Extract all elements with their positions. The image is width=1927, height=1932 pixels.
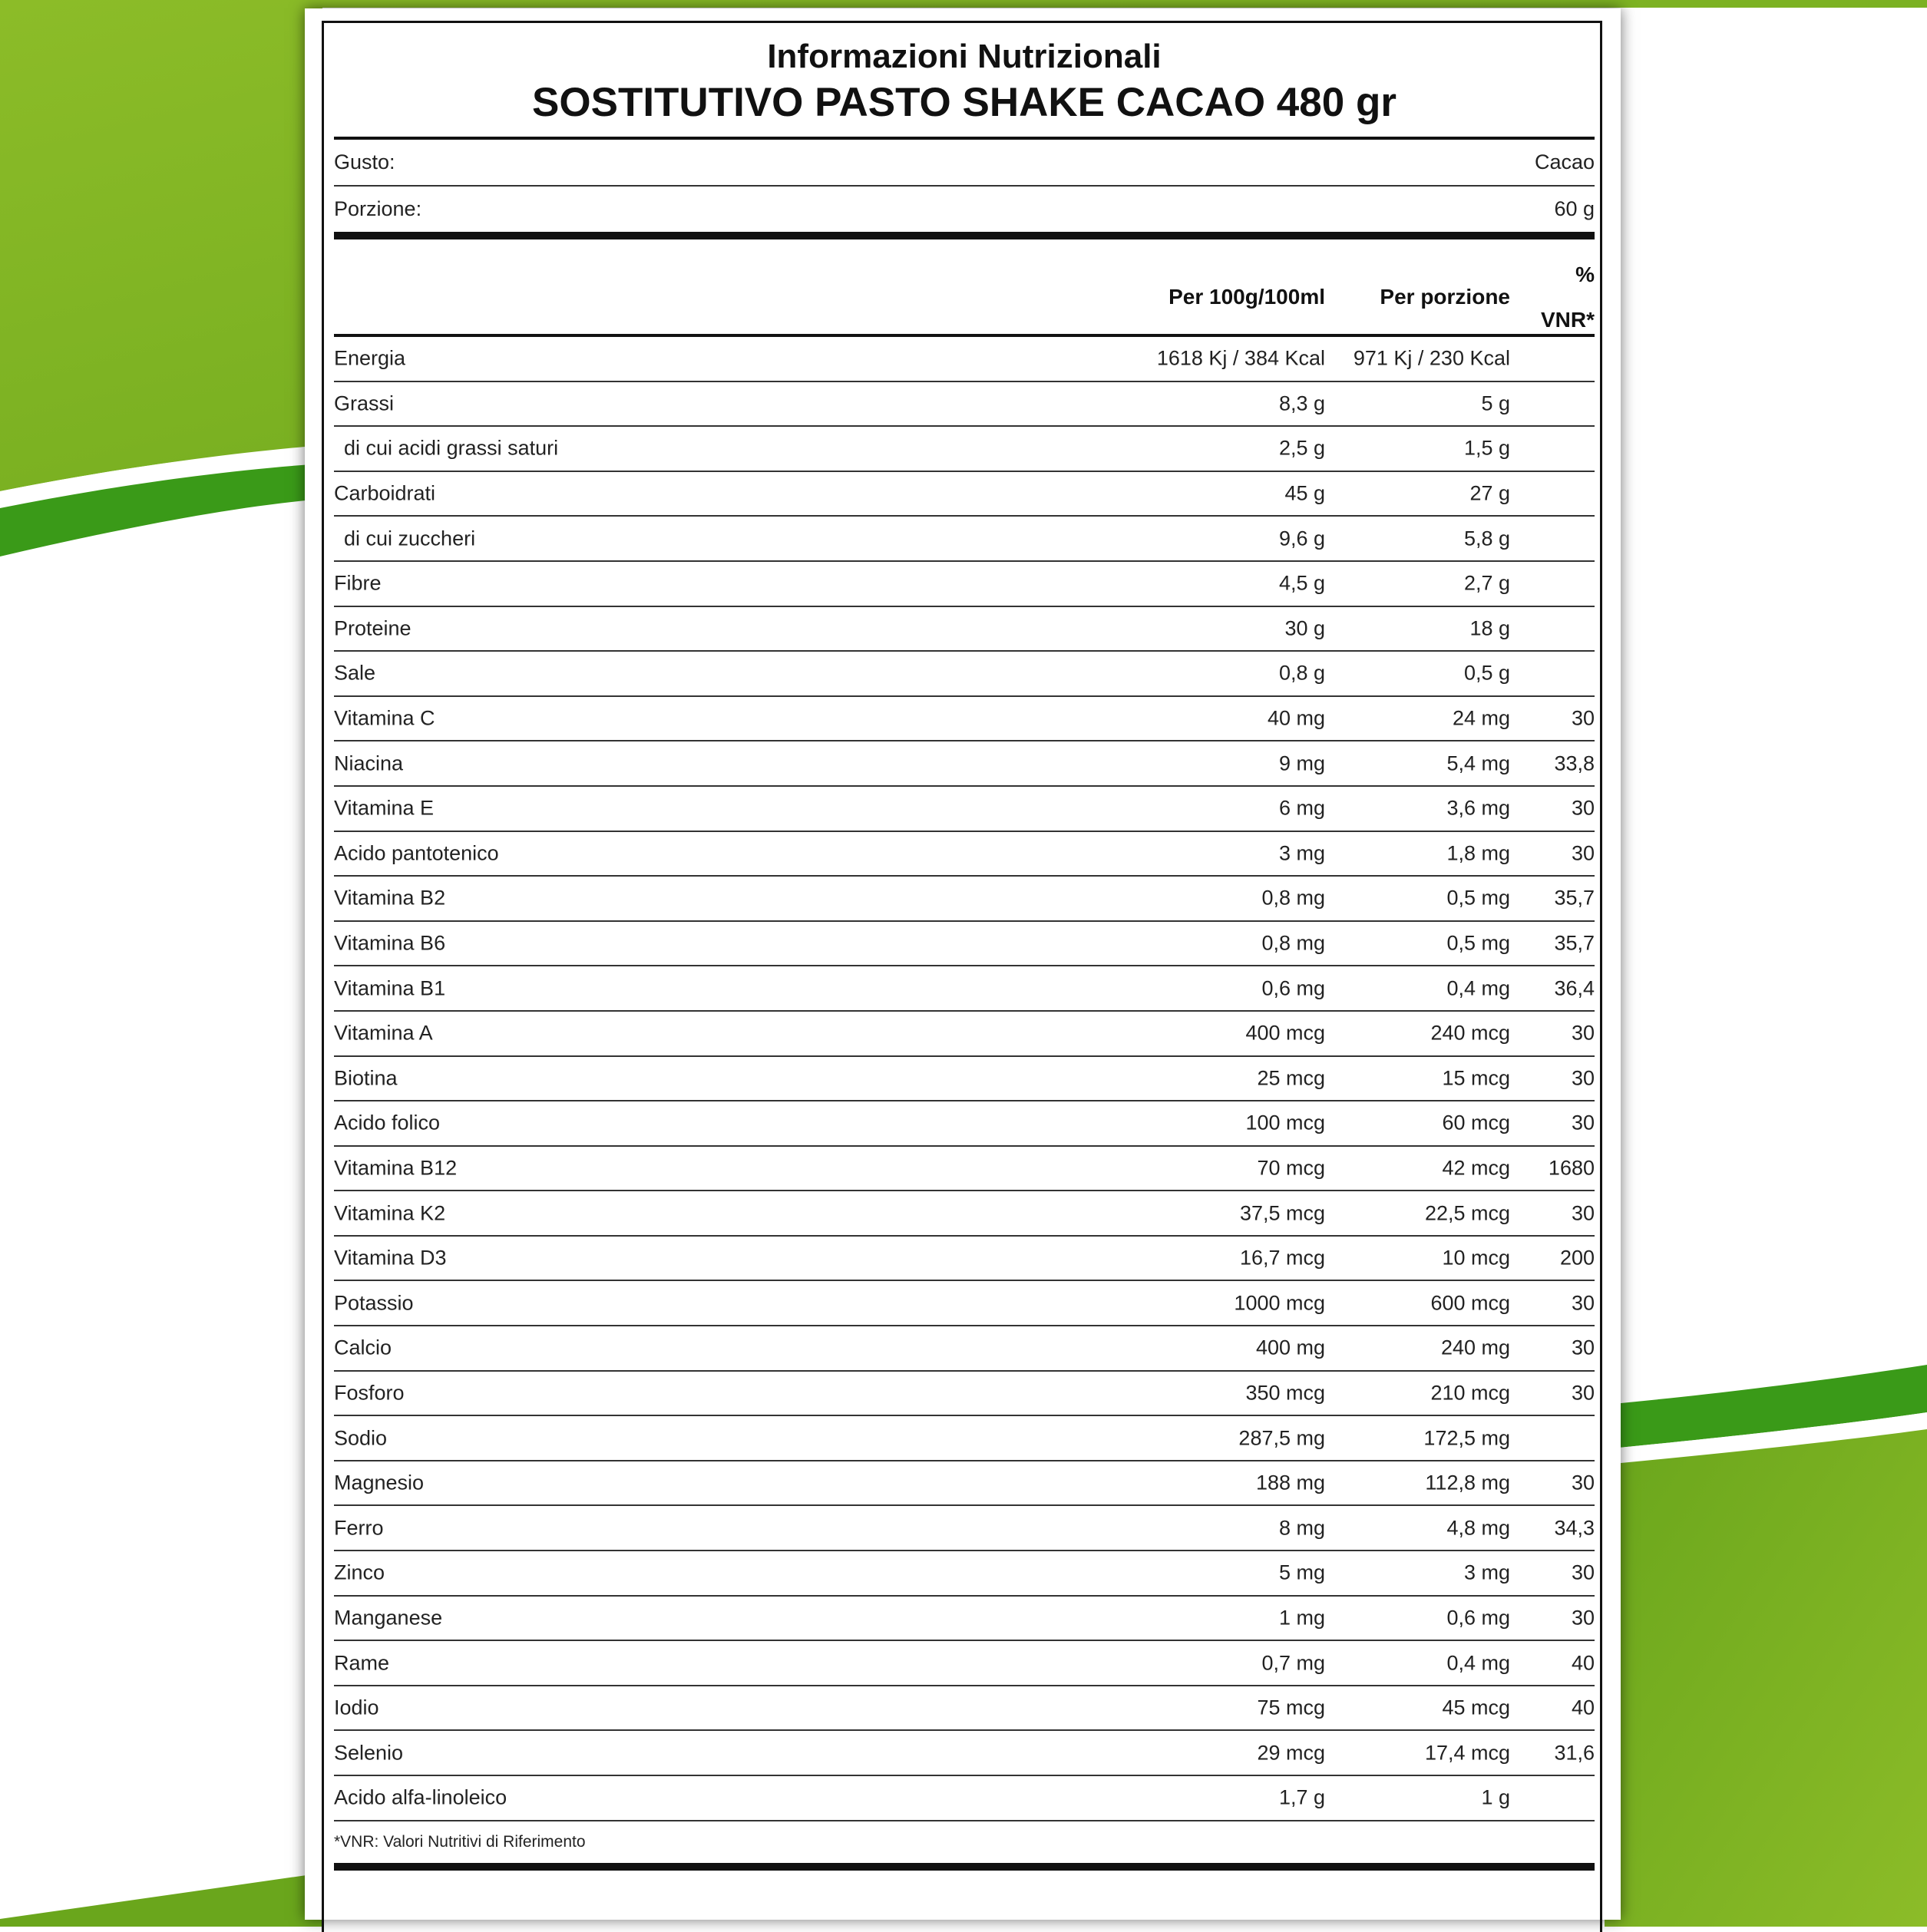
value-vnr: 30	[1571, 841, 1595, 865]
value-per-portion: 4,8 mg	[1446, 1516, 1510, 1540]
nutrient-name: di cui zuccheri	[344, 527, 476, 550]
value-per-100: 0,8 mg	[1261, 886, 1325, 910]
value-per-portion: 60 mcg	[1442, 1111, 1510, 1134]
value-vnr: 30	[1571, 796, 1595, 820]
table-row	[334, 1551, 1595, 1597]
label-heading	[334, 37, 1595, 127]
value-vnr: 35,7	[1554, 886, 1595, 910]
value-per-100: 37,5 mcg	[1239, 1201, 1325, 1225]
value-vnr: 30	[1571, 1021, 1595, 1045]
table-row	[334, 517, 1595, 562]
table-row	[334, 562, 1595, 607]
table-row	[334, 1641, 1595, 1686]
nutrition-label-frame	[322, 21, 1602, 1932]
value-vnr: 40	[1571, 1696, 1595, 1719]
table-row	[334, 787, 1595, 832]
nutrient-name: Acido pantotenico	[334, 841, 499, 865]
value-per-100: 0,6 mg	[1261, 976, 1325, 1000]
value-per-portion: 0,6 mg	[1446, 1606, 1510, 1630]
nutrient-name: Sodio	[334, 1426, 388, 1450]
value-per-100: 100 mcg	[1245, 1111, 1325, 1134]
column-header-per-100: Per 100g/100ml	[1168, 285, 1325, 309]
value-per-100: 0,7 mg	[1261, 1651, 1325, 1675]
table-row	[334, 1597, 1595, 1642]
table-row	[334, 1686, 1595, 1732]
value-per-100: 6 mg	[1278, 796, 1325, 820]
value-vnr: 36,4	[1554, 976, 1595, 1000]
value-per-100: 287,5 mg	[1238, 1426, 1325, 1450]
product-title: SOSTITUTIVO PASTO SHAKE CACAO 480 gr	[532, 80, 1396, 125]
value-vnr: 30	[1571, 1066, 1595, 1090]
value-per-portion: 5 g	[1481, 391, 1510, 415]
column-header-vnr: VNR*	[1540, 308, 1595, 332]
value-per-portion: 1 g	[1481, 1785, 1510, 1809]
value-per-portion: 0,5 mg	[1446, 931, 1510, 955]
nutrient-table	[334, 337, 1595, 1821]
nutrient-name: Rame	[334, 1651, 390, 1675]
nutrient-name: Vitamina A	[334, 1021, 433, 1045]
table-row	[334, 1191, 1595, 1237]
table-row	[334, 1101, 1595, 1147]
table-row	[334, 1461, 1595, 1507]
value-per-100: 350 mcg	[1245, 1381, 1325, 1405]
table-row	[334, 1372, 1595, 1417]
nutrient-name: Vitamina B2	[334, 886, 446, 910]
portion-row	[334, 187, 1595, 232]
value-per-100: 8 mg	[1278, 1516, 1325, 1540]
value-vnr: 30	[1571, 1111, 1595, 1134]
table-row	[334, 337, 1595, 382]
value-per-portion: 0,5 mg	[1446, 886, 1510, 910]
value-vnr: 30	[1571, 1560, 1595, 1584]
value-per-portion: 5,8 g	[1463, 527, 1510, 550]
flavor-value: Cacao	[1534, 150, 1595, 173]
value-per-100: 1 mg	[1278, 1606, 1325, 1630]
value-per-portion: 0,5 g	[1463, 661, 1510, 685]
nutrition-label-card	[305, 8, 1621, 1920]
footnote: *VNR: Valori Nutritivi di Riferimento	[334, 1832, 586, 1851]
table-row	[334, 697, 1595, 742]
value-per-100: 45 g	[1284, 481, 1325, 505]
table-row	[334, 607, 1595, 652]
value-vnr: 33,8	[1554, 751, 1595, 775]
nutrient-name: Acido folico	[334, 1111, 441, 1134]
nutrient-name: Manganese	[334, 1606, 443, 1630]
value-per-portion: 210 mcg	[1430, 1381, 1510, 1405]
table-row	[334, 1012, 1595, 1057]
table-row	[334, 1237, 1595, 1282]
value-per-portion: 240 mg	[1440, 1336, 1510, 1359]
value-vnr: 1680	[1548, 1156, 1595, 1180]
flavor-label: Gusto:	[334, 150, 395, 173]
value-per-portion: 24 mg	[1452, 706, 1510, 730]
value-per-portion: 0,4 mg	[1446, 1651, 1510, 1675]
table-row	[334, 1416, 1595, 1461]
value-per-portion: 15 mcg	[1442, 1066, 1510, 1090]
table-row	[334, 922, 1595, 967]
value-per-100: 5 mg	[1278, 1560, 1325, 1584]
value-per-100: 25 mcg	[1257, 1066, 1325, 1090]
nutrient-name: Proteine	[334, 616, 412, 640]
nutrient-name: Sale	[334, 661, 376, 685]
value-per-100: 8,3 g	[1278, 391, 1325, 415]
value-per-100: 1618 Kj / 384 Kcal	[1156, 346, 1325, 370]
nutrient-name: Grassi	[334, 391, 395, 415]
value-per-100: 30 g	[1284, 616, 1325, 640]
column-header-vnr-percent: %	[1575, 263, 1595, 286]
table-row	[334, 1326, 1595, 1372]
table-row	[334, 472, 1595, 517]
table-row	[334, 1057, 1595, 1102]
nutrient-name: Vitamina B6	[334, 931, 446, 955]
value-per-portion: 10 mcg	[1442, 1246, 1510, 1270]
nutrient-name: Vitamina C	[334, 706, 435, 730]
value-per-portion: 18 g	[1469, 616, 1510, 640]
table-row	[334, 382, 1595, 428]
value-per-100: 400 mg	[1255, 1336, 1325, 1359]
nutrient-name: Carboidrati	[334, 481, 436, 505]
value-per-100: 70 mcg	[1257, 1156, 1325, 1180]
nutrient-name: Acido alfa-linoleico	[334, 1785, 507, 1809]
value-per-portion: 1,8 mg	[1446, 841, 1510, 865]
table-row	[334, 1506, 1595, 1551]
value-per-100: 3 mg	[1278, 841, 1325, 865]
value-per-portion: 1,5 g	[1463, 436, 1510, 460]
column-header-per-portion: Per porzione	[1380, 285, 1510, 309]
value-vnr: 40	[1571, 1651, 1595, 1675]
value-per-portion: 112,8 mg	[1425, 1471, 1510, 1494]
nutrient-name: Energia	[334, 346, 406, 370]
value-vnr: 31,6	[1554, 1741, 1595, 1765]
nutrient-name: Iodio	[334, 1696, 379, 1719]
value-per-portion: 27 g	[1469, 481, 1510, 505]
value-per-portion: 172,5 mg	[1423, 1426, 1510, 1450]
nutrient-name: Fosforo	[334, 1381, 405, 1405]
value-per-100: 0,8 g	[1278, 661, 1325, 685]
value-vnr: 30	[1571, 706, 1595, 730]
value-vnr: 30	[1571, 1471, 1595, 1494]
value-per-100: 0,8 mg	[1261, 931, 1325, 955]
value-vnr: 34,3	[1554, 1516, 1595, 1540]
value-per-100: 188 mg	[1255, 1471, 1325, 1494]
value-per-portion: 2,7 g	[1463, 571, 1510, 595]
nutrient-name: Biotina	[334, 1066, 398, 1090]
value-vnr: 35,7	[1554, 931, 1595, 955]
value-per-100: 16,7 mcg	[1239, 1246, 1325, 1270]
value-per-100: 2,5 g	[1278, 436, 1325, 460]
value-vnr: 30	[1571, 1381, 1595, 1405]
value-per-portion: 600 mcg	[1430, 1291, 1510, 1315]
table-row	[334, 1147, 1595, 1192]
table-row	[334, 652, 1595, 697]
nutrient-name: Vitamina D3	[334, 1246, 447, 1270]
portion-value: 60 g	[1554, 197, 1595, 220]
label-subtitle: Informazioni Nutrizionali	[767, 38, 1162, 75]
value-per-portion: 3 mg	[1463, 1560, 1510, 1584]
table-row	[334, 1731, 1595, 1776]
table-row	[334, 427, 1595, 472]
nutrient-name: Vitamina K2	[334, 1201, 446, 1225]
value-per-100: 400 mcg	[1245, 1021, 1325, 1045]
nutrient-name: Calcio	[334, 1336, 392, 1359]
value-per-portion: 971 Kj / 230 Kcal	[1353, 346, 1510, 370]
table-row	[334, 877, 1595, 922]
value-per-portion: 17,4 mcg	[1424, 1741, 1510, 1765]
value-per-100: 4,5 g	[1278, 571, 1325, 595]
bottom-rule	[334, 1863, 1595, 1871]
table-row	[334, 832, 1595, 877]
value-per-100: 9 mg	[1278, 751, 1325, 775]
value-per-100: 9,6 g	[1278, 527, 1325, 550]
flavor-row	[334, 140, 1595, 187]
nutrient-name: Potassio	[334, 1291, 414, 1315]
value-per-100: 29 mcg	[1257, 1741, 1325, 1765]
value-per-portion: 0,4 mg	[1446, 976, 1510, 1000]
value-per-portion: 5,4 mg	[1446, 751, 1510, 775]
nutrient-name: Fibre	[334, 571, 382, 595]
nutrient-name: Selenio	[334, 1741, 404, 1765]
value-per-portion: 45 mcg	[1442, 1696, 1510, 1719]
nutrient-name: Vitamina B12	[334, 1156, 458, 1180]
nutrient-name: Zinco	[334, 1560, 385, 1584]
table-row	[334, 966, 1595, 1012]
nutrient-name: Vitamina B1	[334, 976, 446, 1000]
nutrient-name: Ferro	[334, 1516, 384, 1540]
portion-label: Porzione:	[334, 197, 422, 220]
column-header	[334, 239, 1595, 334]
value-per-100: 1000 mcg	[1234, 1291, 1325, 1315]
table-row	[334, 741, 1595, 787]
value-vnr: 30	[1571, 1201, 1595, 1225]
nutrient-name: Magnesio	[334, 1471, 425, 1494]
thick-divider	[334, 232, 1595, 239]
value-per-portion: 22,5 mcg	[1424, 1201, 1510, 1225]
value-vnr: 30	[1571, 1336, 1595, 1359]
nutrient-name: Niacina	[334, 751, 404, 775]
nutrient-name: di cui acidi grassi saturi	[344, 436, 559, 460]
table-row	[334, 1776, 1595, 1821]
nutrient-name: Vitamina E	[334, 796, 435, 820]
value-per-100: 75 mcg	[1257, 1696, 1325, 1719]
table-row	[334, 1281, 1595, 1326]
value-per-portion: 240 mcg	[1430, 1021, 1510, 1045]
value-vnr: 200	[1559, 1246, 1595, 1270]
value-per-portion: 3,6 mg	[1446, 796, 1510, 820]
value-vnr: 30	[1571, 1291, 1595, 1315]
value-per-100: 1,7 g	[1278, 1785, 1325, 1809]
value-vnr: 30	[1571, 1606, 1595, 1630]
value-per-portion: 42 mcg	[1442, 1156, 1510, 1180]
value-per-100: 40 mg	[1267, 706, 1325, 730]
